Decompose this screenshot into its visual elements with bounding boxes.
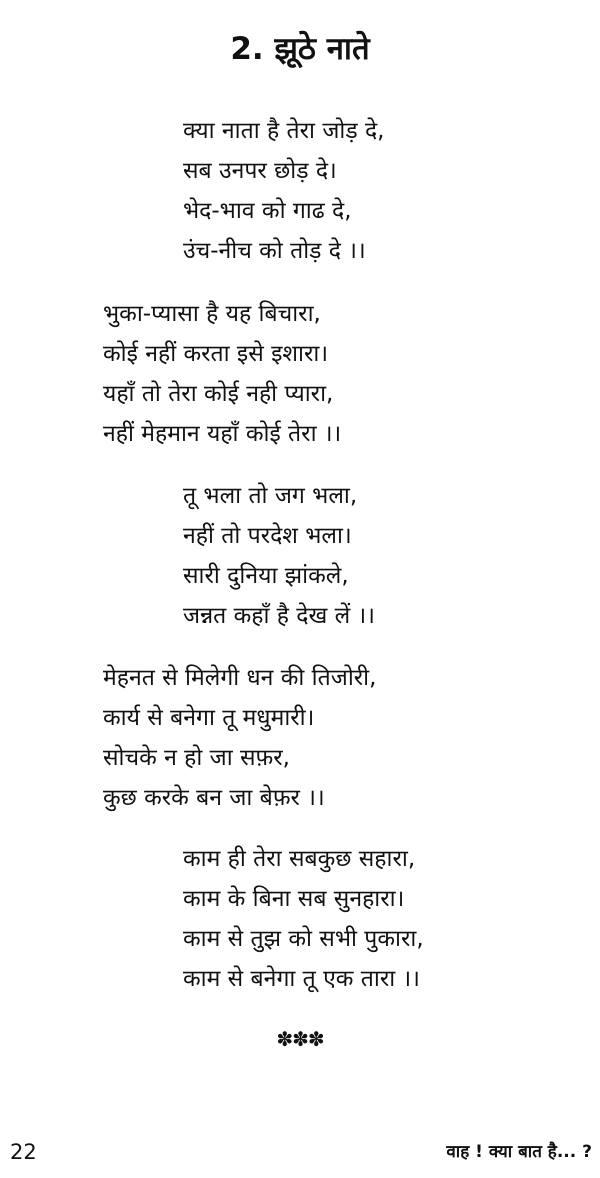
verse-line: क्या नाता है तेरा जोड़ दे, xyxy=(183,118,385,144)
page-title: 2. झूठे नाते xyxy=(230,31,370,67)
verse-line: काम ही तेरा सबकुछ सहारा, xyxy=(183,846,416,872)
section-ornament: ✽✽✽ xyxy=(276,1027,324,1051)
stanza-5 xyxy=(183,839,424,999)
verse-line: कुछ करके बन जा बेफ़र ।। xyxy=(103,785,325,811)
stanza-1 xyxy=(183,111,385,271)
stanza-2 xyxy=(103,294,341,454)
verse-line: उंच-नीच को तोड़ दे ।। xyxy=(183,238,366,264)
verse-line: कोई नहीं करता इसे इशारा। xyxy=(103,341,329,367)
verse-line: काम से बनेगा तू एक तारा ।। xyxy=(183,966,420,992)
verse-line: तू भला तो जग भला, xyxy=(183,483,358,509)
verse-line: सब उनपर छोड़ दे। xyxy=(183,158,337,184)
verse-line: सोचके न हो जा सफ़र, xyxy=(103,745,290,771)
stanza-4 xyxy=(103,658,376,818)
verse-line: यहाँ तो तेरा कोई नही प्यारा, xyxy=(103,381,334,407)
verse-line: जन्नत कहाँ है देख लें ।। xyxy=(183,603,375,629)
verse-line: मेहनत से मिलेगी धन की तिजोरी, xyxy=(103,665,377,691)
stanza-3 xyxy=(183,476,375,636)
verse-line: भुका-प्यासा है यह बिचारा, xyxy=(103,301,321,327)
verse-line: सारी दुनिया झांकले, xyxy=(183,563,349,589)
verse-line: काम से तुझ को सभी पुकारा, xyxy=(183,926,424,952)
verse-line: कार्य से बनेगा तू मधुमारी। xyxy=(103,705,315,731)
page-number: 22 xyxy=(10,1140,37,1164)
verse-line: नहीं तो परदेश भला। xyxy=(183,523,352,549)
verse-line: भेद-भाव को गाढ दे, xyxy=(183,198,352,224)
verse-line: काम के बिना सब सुनहारा। xyxy=(183,886,405,912)
running-footer-title: वाह ! क्या बात है... ? xyxy=(446,1142,592,1162)
verse-line: नहीं मेहमान यहाँ कोई तेरा ।। xyxy=(103,421,342,447)
